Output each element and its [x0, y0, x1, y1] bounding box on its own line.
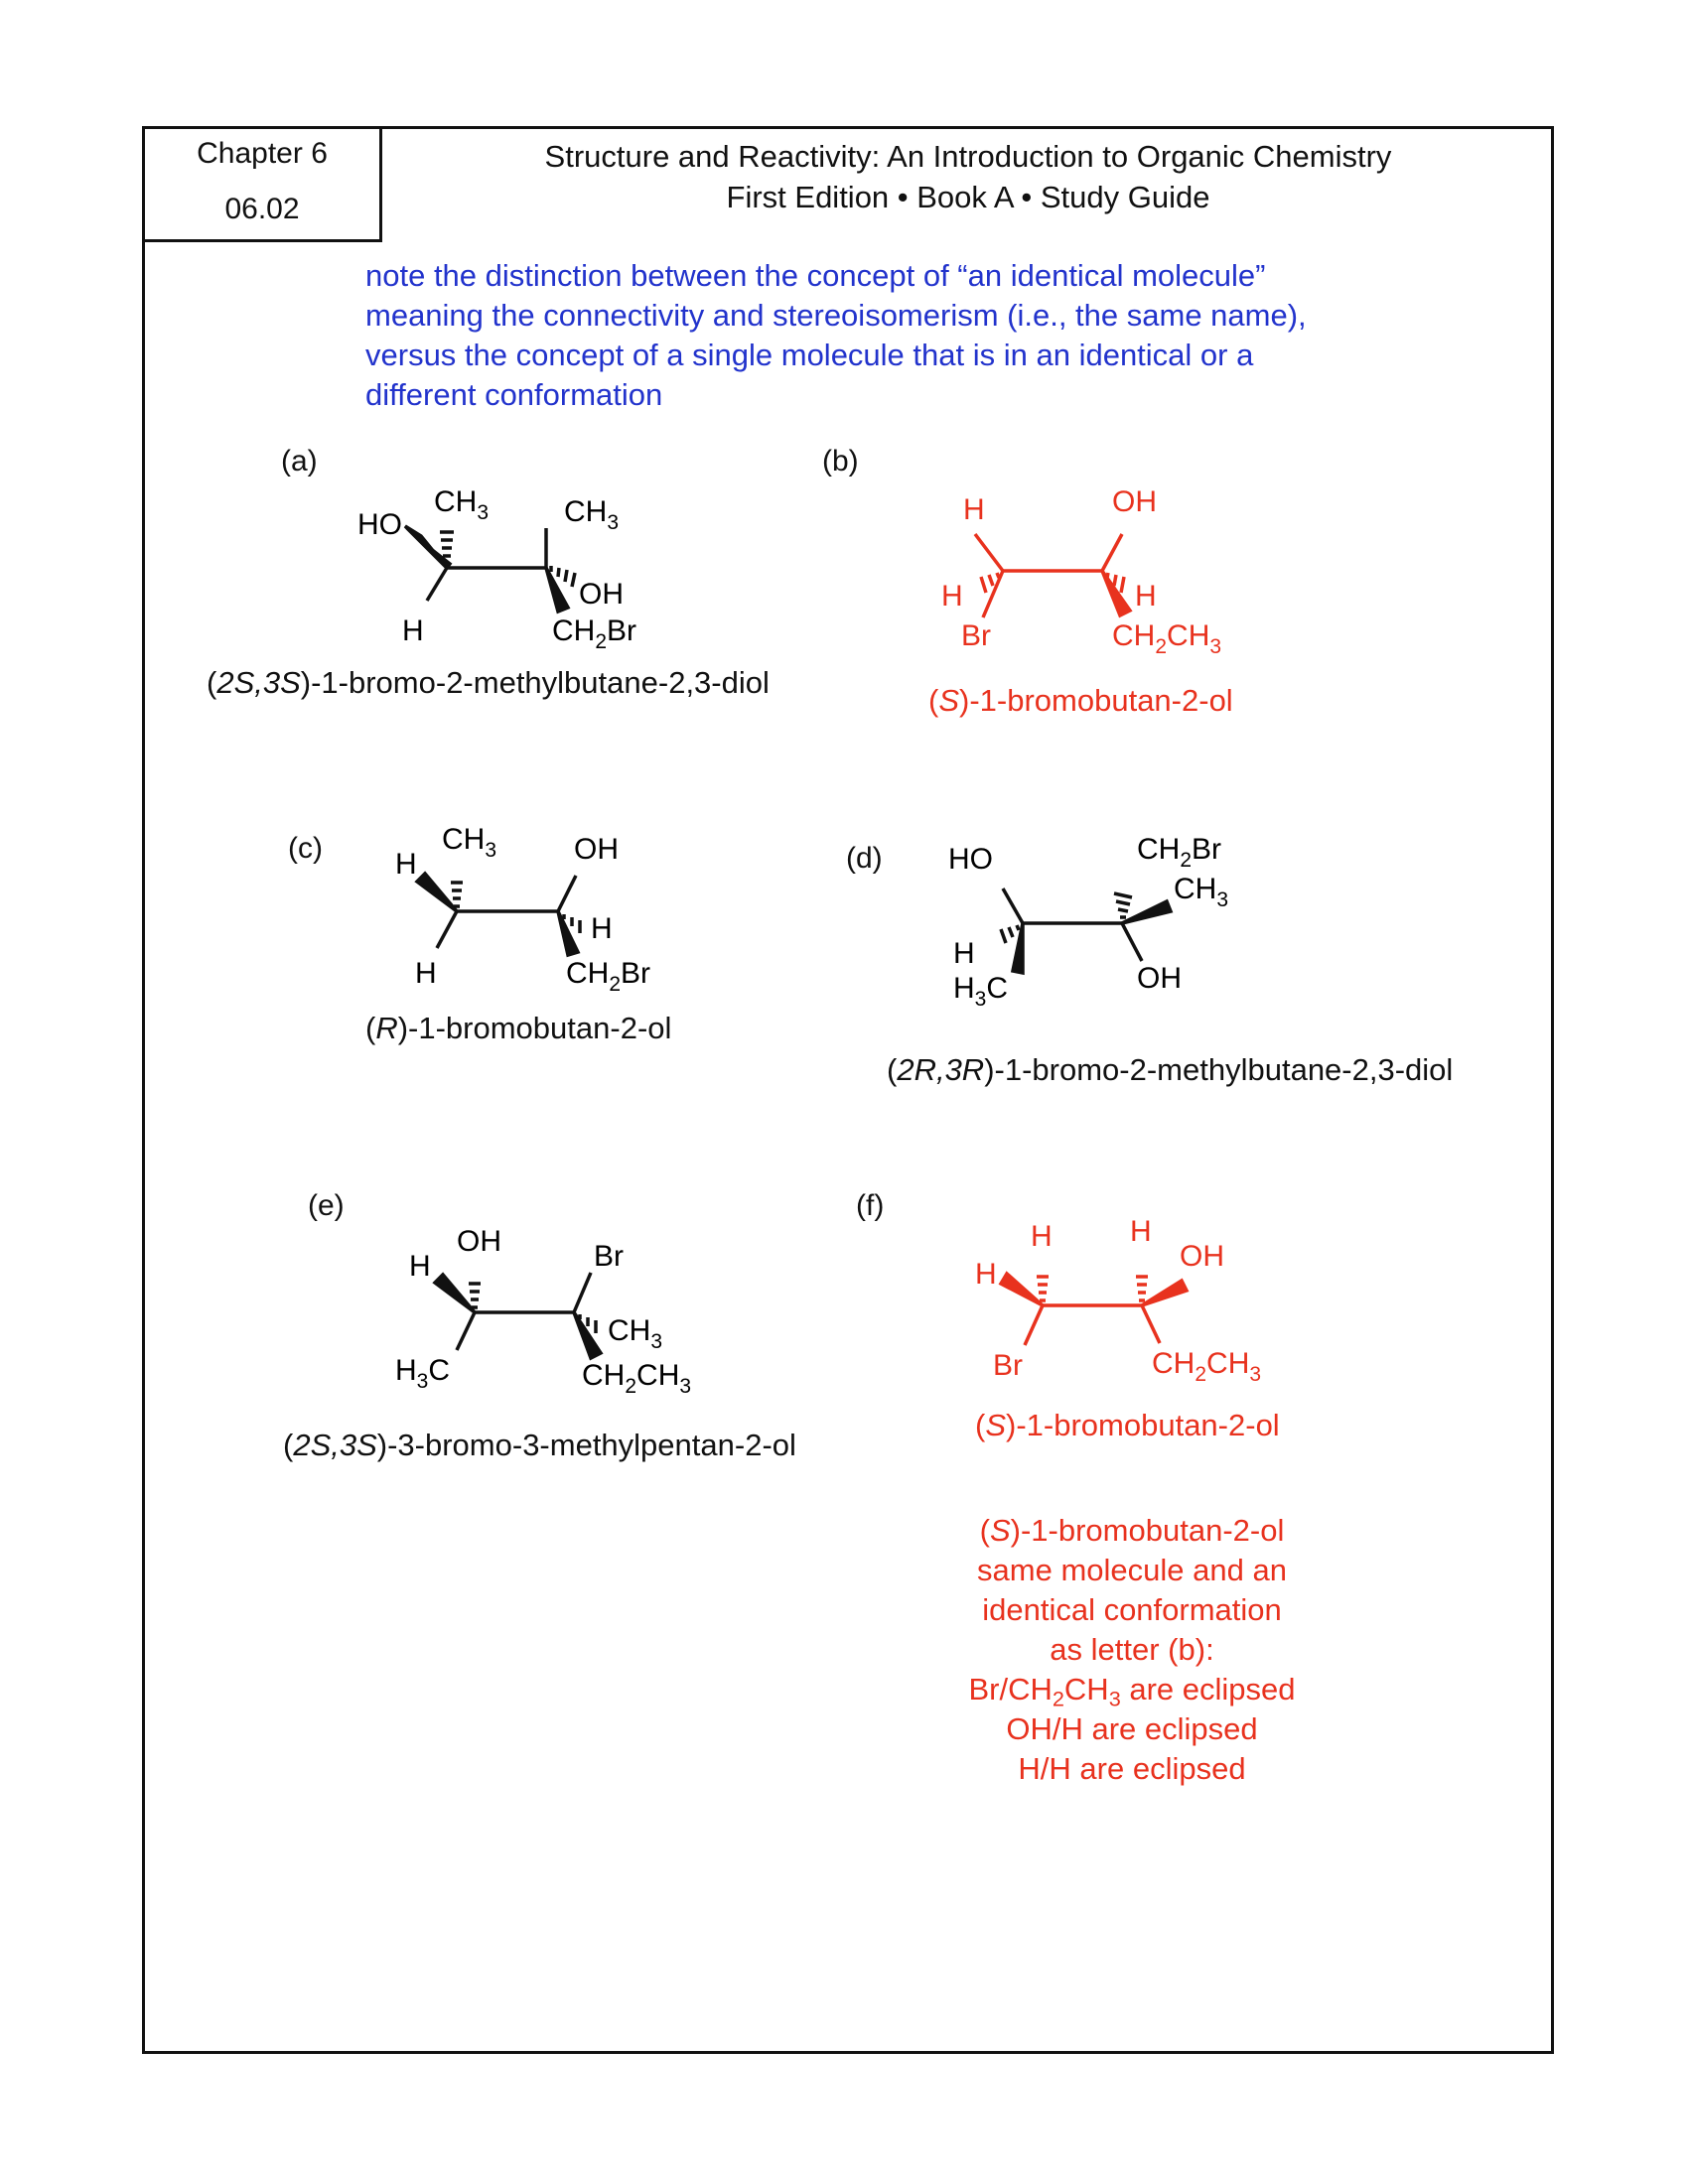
wedge-c2-oh [1142, 1281, 1187, 1305]
atom-oh: OH [579, 578, 624, 611]
note-line-2: meaning the connectivity and stereoisomerism (i.e., the same name), [365, 298, 1307, 333]
structure-c [387, 814, 685, 996]
conclusion-line-3: identical conformation [982, 1592, 1282, 1627]
atom-ch2ch3: $CH_2CH_3$ [582, 1359, 692, 1398]
label-f: (f) [856, 1189, 885, 1222]
atom-h-left: H [395, 848, 417, 881]
hash-c1-h-top [1037, 1277, 1049, 1300]
atom-ho: HO [948, 843, 993, 876]
name-b: (S)-1-bromobutan-2-ol [928, 683, 1233, 718]
atom-h-top-1: H [1031, 1220, 1053, 1253]
atom-h-left: H [975, 1258, 997, 1291]
atom-oh: OH [1112, 485, 1157, 518]
name-e: (2S,3S)-3-bromo-3-methylpentan-2-ol [283, 1428, 796, 1462]
name-a: (2S,3S)-1-bromo-2-methylbutane-2,3-diol [207, 665, 770, 700]
atom-oh: OH [574, 833, 619, 866]
atom-h: H [402, 614, 424, 647]
atom-h: H [953, 937, 975, 970]
book-title [382, 136, 1554, 217]
bond-c3-oh [1122, 923, 1142, 961]
atom-ch3: $CH_3$ [1174, 873, 1229, 911]
atom-ch2ch3: $CH_2CH_3$ [1112, 619, 1222, 658]
atom-ch3: $CH_3$ [442, 823, 497, 862]
bond-c-oh [558, 876, 576, 911]
bond-c2-ho [1003, 888, 1023, 923]
structure-d [943, 824, 1271, 1032]
bond-c2-oh [1102, 534, 1122, 571]
wedge-c2-h [435, 1275, 475, 1312]
atom-br: Br [961, 619, 991, 652]
atom-ch2ch3: $CH_2CH_3$ [1152, 1347, 1262, 1386]
book-title-line2: First Edition • Book A • Study Guide [726, 180, 1210, 214]
hash-c3-ch2br [1114, 893, 1132, 917]
atom-h-top: H [963, 493, 985, 526]
chapter-label: Chapter 6 [197, 137, 328, 170]
label-a: (a) [281, 445, 318, 478]
bond-c1-br [983, 571, 1003, 617]
bond-c3-br [574, 1273, 591, 1312]
atom-ho: HO [357, 508, 402, 541]
distinction-note [365, 256, 1358, 415]
conclusion-line-4: as letter (b): [1050, 1632, 1214, 1667]
atom-br: Br [993, 1349, 1023, 1382]
name-c: (R)-1-bromobutan-2-ol [365, 1011, 672, 1045]
conclusion-line-2: same molecule and an [977, 1553, 1287, 1587]
conclusion-line-1: (S)-1-bromobutan-2-ol [979, 1513, 1285, 1548]
chapter-box [142, 126, 382, 242]
bond-c-h [437, 911, 457, 948]
atom-h-right: H [1135, 580, 1157, 613]
bond-c2-h3c [457, 1312, 475, 1350]
atom-ch3-a2: $CH_3$ [564, 495, 620, 534]
wedge-c-ch2br [558, 911, 578, 955]
structure-a [348, 477, 665, 655]
wedge-c2-h3c [1013, 923, 1023, 973]
atom-h-bottom: H [415, 957, 437, 990]
structure-f [953, 1206, 1281, 1405]
label-d: (d) [846, 842, 883, 875]
hash-c2-h-top [1136, 1277, 1148, 1300]
hash-c-ch3 [451, 883, 463, 906]
atom-ch3: $CH_3$ [608, 1314, 663, 1353]
wedge-c1-h [1001, 1274, 1043, 1305]
name-f: (S)-1-bromobutan-2-ol [975, 1408, 1280, 1442]
structure-b [923, 477, 1251, 675]
wedge-c-h [417, 874, 457, 911]
label-c: (c) [288, 832, 323, 865]
note-line-4: different conformation [365, 377, 663, 412]
conclusion-line-6: OH/H are eclipsed [1006, 1711, 1258, 1746]
atom-oh: OH [1137, 962, 1182, 995]
label-b: (b) [822, 445, 859, 478]
atom-ch2br: $CH_2Br$ [1137, 833, 1222, 872]
book-title-line1: Structure and Reactivity: An Introduction to Organic Chemistry [544, 139, 1392, 174]
section-number: 06.02 [224, 193, 300, 225]
atom-h: H [409, 1250, 431, 1283]
name-d: (2R,3R)-1-bromo-2-methylbutane-2,3-diol [887, 1052, 1454, 1087]
atom-br: Br [594, 1240, 624, 1273]
bond-c2-h [427, 568, 447, 601]
atom-ch3-a1: $CH_3$ [434, 485, 490, 524]
atom-ch2br: $CH_2Br$ [566, 957, 651, 996]
bond-c2-ch2ch3 [1142, 1305, 1160, 1343]
atom-ch2br: $CH_2Br$ [552, 614, 637, 653]
structure-e [387, 1211, 725, 1410]
note-line-1: note the distinction between the concept of “an identical molecule” [365, 258, 1266, 293]
conclusion-text [894, 1511, 1370, 1789]
atom-h-right: H [591, 912, 613, 945]
hash-c2-oh [469, 1284, 481, 1307]
atom-h-left: H [941, 580, 963, 613]
atom-h3c: $H_3C$ [395, 1354, 451, 1393]
conclusion-line-5: $Br/CH_2CH_3$ are eclipsed [968, 1672, 1296, 1711]
label-e: (e) [308, 1189, 345, 1222]
conclusion-line-7: H/H are eclipsed [1018, 1751, 1246, 1786]
note-line-3: versus the concept of a single molecule that is in an identical or a [365, 338, 1254, 372]
atom-h-top-2: H [1130, 1215, 1152, 1248]
bond-c1-h-top [975, 534, 1003, 571]
atom-oh: OH [1180, 1240, 1224, 1273]
bond-c1-br [1025, 1305, 1043, 1345]
atom-h3c: $H_3C$ [953, 972, 1009, 1011]
hash-c2-h [1001, 925, 1019, 943]
atom-oh: OH [457, 1225, 501, 1258]
